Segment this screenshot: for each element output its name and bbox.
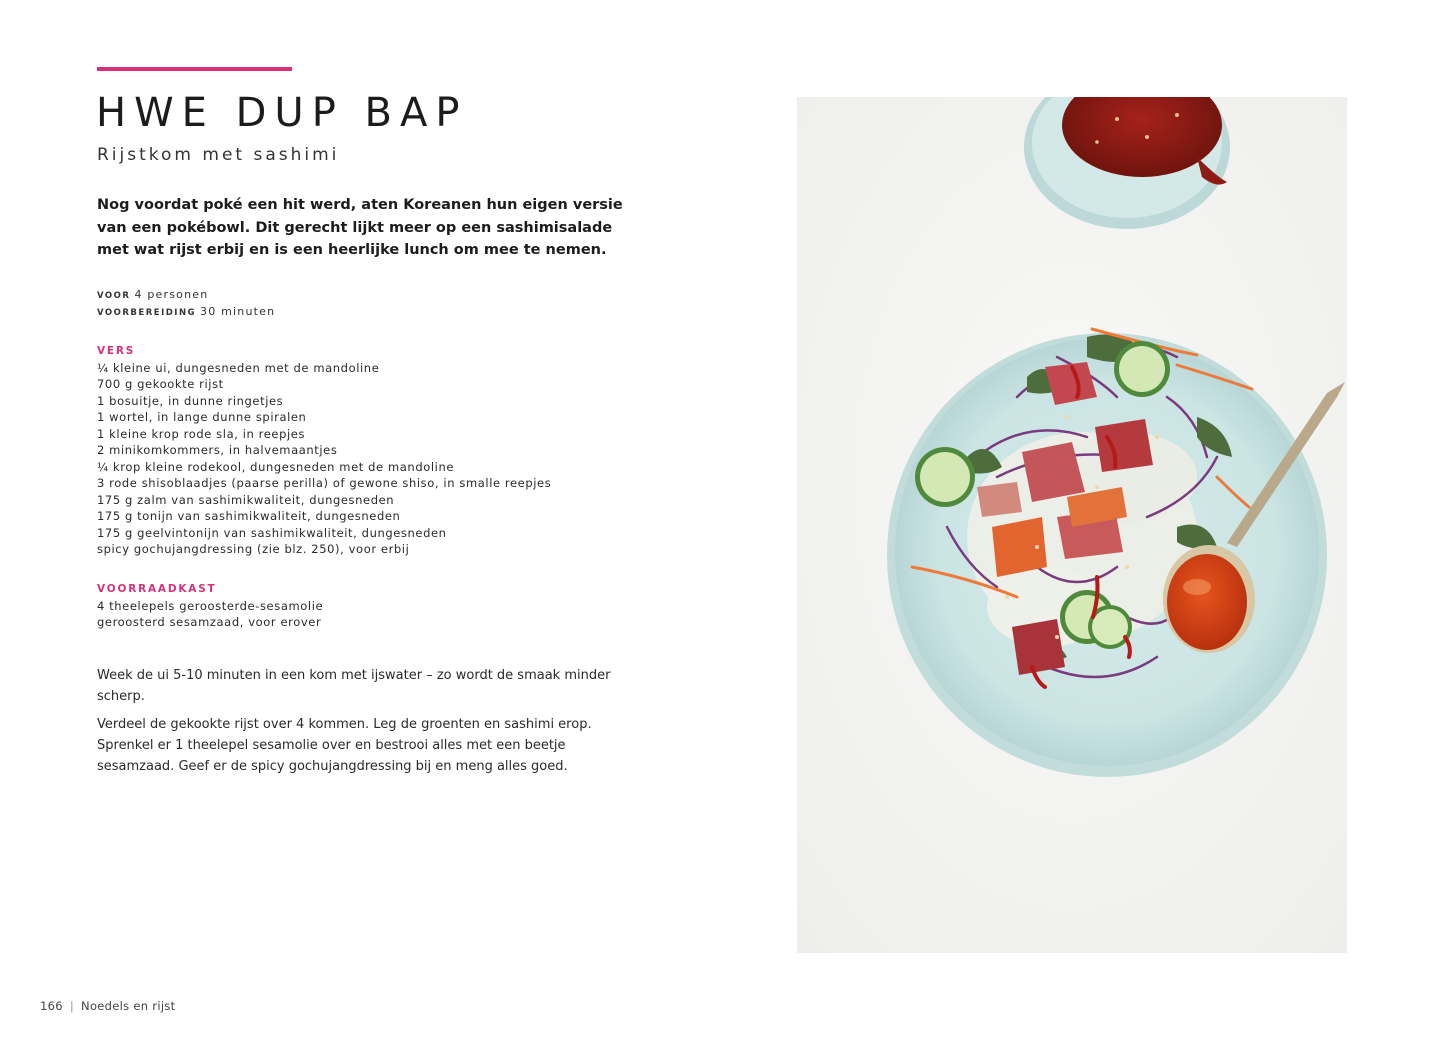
prep-value: 30 minuten [200, 305, 276, 318]
ingredient-item: ¼ kleine ui, dungesneden met de mandoline [97, 360, 380, 375]
page-footer [40, 999, 175, 1013]
recipe-intro: Nog voordat poké een hit werd, aten Koreanen hun eigen versie van een pokébowl. Dit gerecht lijkt meer op een sashimisalade met wat rijst erbij en is een heerlijke lunch om mee te nemen. [97, 197, 623, 258]
ingredient-item: 1 bosuitje, in dunne ringetjes [97, 393, 284, 408]
ingredient-item: 175 g geelvintonijn van sashimikwaliteit, dungesneden [97, 525, 447, 540]
ingredient-item: ¼ krop kleine rodekool, dungesneden met de mandoline [97, 459, 455, 474]
method-steps [97, 665, 637, 784]
ingredient-item: 2 minikomkommers, in halvemaantjes [97, 443, 338, 457]
ingredient-item: 700 g gekookte rijst [97, 377, 224, 391]
ingredients-pantry [97, 581, 323, 631]
prep-label: VOORBEREIDING [97, 308, 197, 318]
servings-row [97, 287, 275, 304]
footer-separator: | [69, 999, 75, 1013]
ingredients-fresh [97, 343, 551, 558]
dish-photo [797, 97, 1347, 953]
ingredient-item: 1 kleine krop rode sla, in reepjes [97, 426, 306, 441]
ingredients-pantry-heading: VOORRAADKAST [97, 583, 217, 595]
method-step: Verdeel de gekookte rijst over 4 kommen. Leg de groenten en sashimi erop. Sprenkel er 1 theelepel sesamolie over en bestrooi alles met een beetje sesamzaad. Geef er de spicy gochujangdressing bij en meng alles goed. [97, 717, 592, 774]
chapter-name: Noedels en rijst [81, 999, 176, 1013]
prep-row [97, 304, 275, 321]
ingredient-item: 175 g zalm van sashimikwaliteit, dungesneden [97, 492, 395, 507]
recipe-meta [97, 287, 275, 321]
ingredient-item: 1 wortel, in lange dunne spiralen [97, 410, 307, 424]
accent-bar [97, 67, 292, 71]
page-number: 166 [40, 999, 63, 1013]
recipe-title: HWE DUP BAP [96, 90, 468, 136]
ingredient-item: spicy gochujangdressing (zie blz. 250), voor erbij [97, 542, 410, 556]
recipe-subtitle: Rijstkom met sashimi [97, 145, 340, 165]
ingredient-item: 175 g tonijn van sashimikwaliteit, dungesneden [97, 509, 401, 523]
ingredient-item: 3 rode shisoblaadjes (paarse perilla) of gewone shiso, in smalle reepjes [97, 476, 552, 490]
ingredients-fresh-heading: VERS [97, 345, 136, 357]
servings-label: VOOR [97, 291, 131, 301]
ingredient-item: geroosterd sesamzaad, voor erover [97, 615, 322, 629]
servings-value: 4 personen [134, 288, 209, 301]
method-step: Week de ui 5-10 minuten in een kom met ijswater – zo wordt de smaak minder scherp. [97, 668, 611, 704]
ingredient-item: 4 theelepels geroosterde-sesamolie [97, 598, 324, 613]
